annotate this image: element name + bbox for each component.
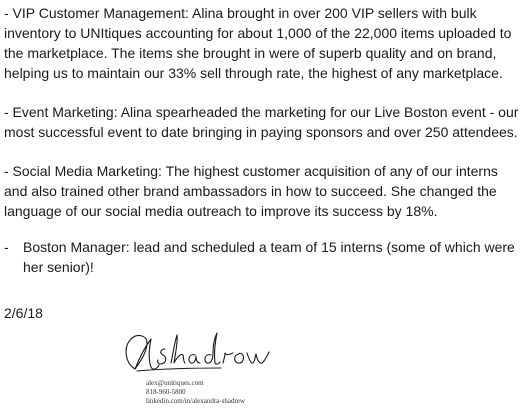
contact-block [146,379,245,406]
paragraph-event-marketing: - Event Marketing: Alina spearheaded the marketing for our Live Boston event - our most successful event to date bringing in paying sponsors and over 250 attendees. [4,104,519,140]
contact-phone: 818-960-5800 [146,388,186,396]
contact-linkedin: linkedin.com/in/alexandra-shadrew [146,397,245,405]
bullet-boston-manager [4,237,520,277]
letter-date: 2/6/18 [4,305,43,321]
paragraph-vip-customer-management: - VIP Customer Management: Alina brought in over 200 VIP sellers with bulk inventory to UNItiques accounting for about 1,000 of the 22,000 items uploaded to the marketplace. The items she brought in were of superb quality and on brand, helping us to maintain our 33% sell through rate, the highest of any marketplace. [4,5,512,81]
handwritten-signature [121,329,291,377]
paragraph-social-media-marketing: - Social Media Marketing: The highest customer acquisition of any of our interns and also trained other brand ambassadors in how to succeed. She changed the language of our social media outreach to improve its success by 18%. [4,163,498,219]
contact-email: alex@unitiques.com [146,379,204,387]
bullet-dash: - [4,239,9,255]
bullet-text: Boston Manager: lead and scheduled a team of 15 interns (some of which were her senior)! [23,239,515,275]
